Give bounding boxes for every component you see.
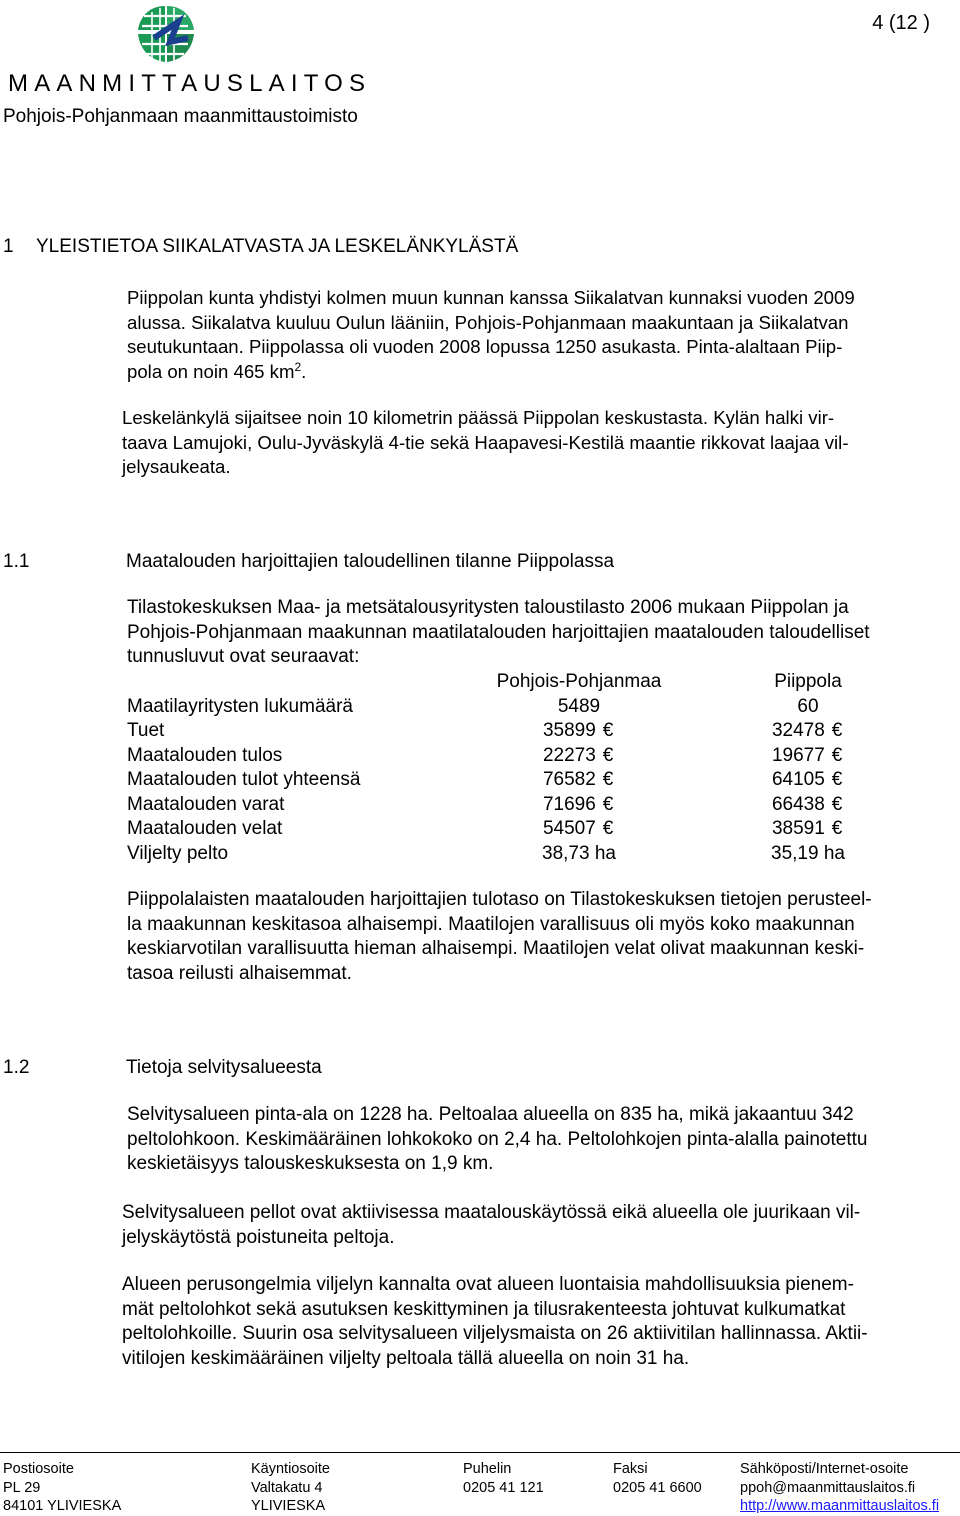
cell-value: 35899 (542, 720, 596, 741)
text-line: jelyskäytöstä poistuneita peltoja. (122, 1226, 395, 1248)
euro-unit: € (831, 818, 843, 839)
cell-value: 54507 (542, 818, 596, 839)
footer-value: Valtakatu 4 (251, 1479, 323, 1496)
page-number: 4 (12 ) (872, 12, 930, 34)
paragraph-economy-summary (127, 888, 872, 986)
table-header (127, 670, 429, 695)
table-cell (429, 793, 729, 818)
table-cell (429, 768, 729, 793)
text-line: Piippolan kunta yhdistyi kolmen muun kunnan kanssa Siikalatvan kunnaksi vuoden 2009 (127, 287, 855, 308)
section-title: YLEISTIETOA SIIKALATVASTA JA LESKELÄNKYLÄSTÄ (36, 236, 519, 257)
section-heading-1 (3, 236, 518, 258)
office-name: Pohjois-Pohjanmaan maanmittaustoimisto (3, 106, 358, 127)
footer-value: 0205 41 121 (463, 1479, 544, 1496)
euro-unit: € (602, 818, 614, 839)
section-title: Tietoja selvitysalueesta (126, 1057, 322, 1078)
euro-unit: € (602, 793, 614, 815)
euro-unit: € (831, 744, 843, 766)
logo-emblem-icon (130, 4, 200, 70)
cell-value: 5489 (557, 695, 601, 717)
table-header-row (127, 670, 887, 695)
text-line: peltolohkoille. Suurin osa selvitysalueen viljelysmaista on 26 aktiivitilan hallinnassa. Aktii- (122, 1323, 868, 1345)
section-number: 1.2 (3, 1057, 30, 1078)
footer-phone (463, 1460, 544, 1497)
table-row (127, 695, 887, 720)
section-number: 1.1 (3, 551, 30, 572)
table-row (127, 719, 887, 744)
table-row (127, 768, 887, 793)
section-number: 1 (3, 236, 14, 257)
euro-unit: € (831, 793, 843, 815)
footer-value: PL 29 (3, 1479, 41, 1496)
text-line: mät peltolohkot sekä asutuksen keskittyminen ja tilusrakenteesta johtuvat kulkumatkat (122, 1298, 846, 1320)
text-line: Selvitysalueen pellot ovat aktiivisessa maatalouskäytössä eikä alueella ole juurikaan vil- (122, 1202, 861, 1223)
table-cell (729, 842, 887, 867)
footer-website-link[interactable]: http://www.maanmittauslaitos.fi (740, 1498, 940, 1514)
table-cell (729, 695, 887, 720)
superscript: 2 (294, 359, 302, 374)
text-line: Alueen perusongelmia viljelyn kannalta ovat alueen luontaisia mahdollisuuksia pienem- (122, 1274, 854, 1295)
table-header: Piippola (774, 671, 842, 692)
table-cell (429, 817, 729, 842)
section-title: Maatalouden harjoittajien taloudellinen tilanne Piippolassa (126, 551, 615, 572)
table-cell: Viljelty pelto (127, 842, 229, 864)
footer-label: Sähköposti/Internet-osoite (740, 1461, 909, 1477)
table-cell: Maatalouden velat (127, 818, 283, 839)
table-row (127, 744, 887, 769)
paragraph-problems (122, 1273, 868, 1371)
cell-value: 60 (797, 695, 819, 717)
table-cell (429, 744, 729, 769)
footer-label: Käyntiosoite (251, 1461, 330, 1477)
table-cell: Maatalouden varat (127, 793, 285, 815)
paragraph-fields-usage (122, 1201, 860, 1250)
text-line: tasoa reilusti alhaisemmat. (127, 962, 352, 984)
footer-value: 84101 YLIVIESKA (3, 1498, 122, 1514)
paragraph-statistics-intro (127, 596, 870, 670)
euro-unit: € (831, 720, 843, 741)
text-line: Piippolalaisten maatalouden harjoittajien tulotaso on Tilastokeskuksen tietojen perusteel- (127, 889, 872, 910)
table-cell (729, 817, 887, 842)
table-row (127, 842, 887, 867)
table-row (127, 793, 887, 818)
table-cell (429, 695, 729, 720)
economy-table (127, 670, 887, 866)
footer-value: YLIVIESKA (251, 1498, 326, 1514)
table-cell (429, 842, 729, 867)
text-line: taava Lamujoki, Oulu-Jyväskylä 4-tie sekä Haapavesi-Kestilä maantie rikkovat laajaa vil- (122, 431, 849, 453)
text-fragment: pola on noin 465 km (127, 360, 295, 382)
text-line (127, 360, 855, 385)
footer-label: Faksi (613, 1461, 648, 1477)
text-line: keskiarvotilan varallisuutta hieman alhaisempi. Maatilojen velat olivat maakunnan keski- (127, 938, 865, 960)
footer-email-web (740, 1460, 939, 1516)
text-line: jelysaukeata. (122, 456, 231, 478)
cell-value: 22273 (542, 744, 596, 766)
table-cell: Tuet (127, 720, 165, 741)
text-line: alussa. Siikalatva kuuluu Oulun lääniin, Pohjois-Pohjanmaan maakuntaan ja Siikalatvan (127, 311, 849, 333)
euro-unit: € (602, 720, 614, 741)
table-cell (729, 768, 887, 793)
table-cell (429, 719, 729, 744)
cell-value: 66438 (771, 793, 825, 815)
cell-value: 19677 (771, 744, 825, 766)
text-line: vitilojen keskimääräinen viljelty peltoala tällä alueella on noin 31 ha. (122, 1347, 690, 1369)
cell-value: 35,19 ha (771, 842, 845, 864)
section-heading-1-2 (3, 1057, 322, 1079)
table-cell: Maatalouden tulot yhteensä (127, 769, 361, 790)
text-line: Selvitysalueen pinta-ala on 1228 ha. Peltoalaa alueella on 835 ha, mikä jakaantuu 342 (127, 1104, 854, 1125)
euro-unit: € (602, 769, 614, 790)
text-line: seutukuntaan. Piippolassa oli vuoden 2008 lopussa 1250 asukasta. Pinta-alaltaan Piip- (127, 336, 843, 358)
table-cell (729, 793, 887, 818)
euro-unit: € (831, 769, 843, 790)
cell-value: 76582 (542, 769, 596, 790)
cell-value: 38591 (771, 818, 825, 839)
euro-unit: € (602, 744, 614, 766)
table-cell (729, 744, 887, 769)
text-line: Pohjois-Pohjanmaan maakunnan maatilatalouden harjoittajien maatalouden taloudelliset (127, 621, 870, 643)
footer-label: Postiosoite (3, 1461, 74, 1477)
footer-value: 0205 41 6600 (613, 1479, 702, 1496)
text-line: Leskelänkylä sijaitsee noin 10 kilometrin päässä Piippolan keskustasta. Kylän halki vir- (122, 407, 835, 428)
table-cell: Maatalouden tulos (127, 744, 283, 766)
text-line: tunnusluvut ovat seuraavat: (127, 646, 360, 668)
footer-visiting-address (251, 1460, 330, 1516)
cell-value: 64105 (771, 769, 825, 790)
cell-value: 71696 (542, 793, 596, 815)
text-line: keskietäisyys talouskeskuksesta on 1,9 km. (127, 1153, 494, 1175)
footer-postal-address (3, 1460, 121, 1516)
table-cell: Maatilayritysten lukumäärä (127, 695, 353, 717)
text-line: la maakunnan keskitasoa alhaisempi. Maatilojen varallisuus oli myös koko maakunnan (127, 913, 855, 935)
logo-wordmark: MAANMITTAUSLAITOS (8, 70, 372, 97)
footer-email[interactable]: ppoh@maanmittauslaitos.fi (740, 1479, 916, 1496)
cell-value: 32478 (771, 720, 825, 741)
table-header: Pohjois-Pohjanmaa (496, 671, 662, 692)
paragraph-leskelankyla (122, 406, 849, 480)
section-heading-1-1 (3, 551, 614, 573)
footer-fax (613, 1460, 702, 1497)
text-line: peltolohkoon. Keskimääräinen lohkokoko on 2,4 ha. Peltolohkojen pinta-alalla painotettu (127, 1128, 868, 1150)
text-line: Tilastokeskuksen Maa- ja metsätalousyritysten taloustilasto 2006 mukaan Piippolan ja (127, 597, 849, 618)
text-fragment: . (301, 360, 307, 382)
table-cell (729, 719, 887, 744)
footer-divider (0, 1452, 960, 1453)
paragraph-area-info (127, 1103, 867, 1177)
paragraph-intro (127, 286, 855, 384)
cell-value: 38,73 ha (542, 842, 616, 864)
table-row (127, 817, 887, 842)
footer-label: Puhelin (463, 1461, 512, 1477)
